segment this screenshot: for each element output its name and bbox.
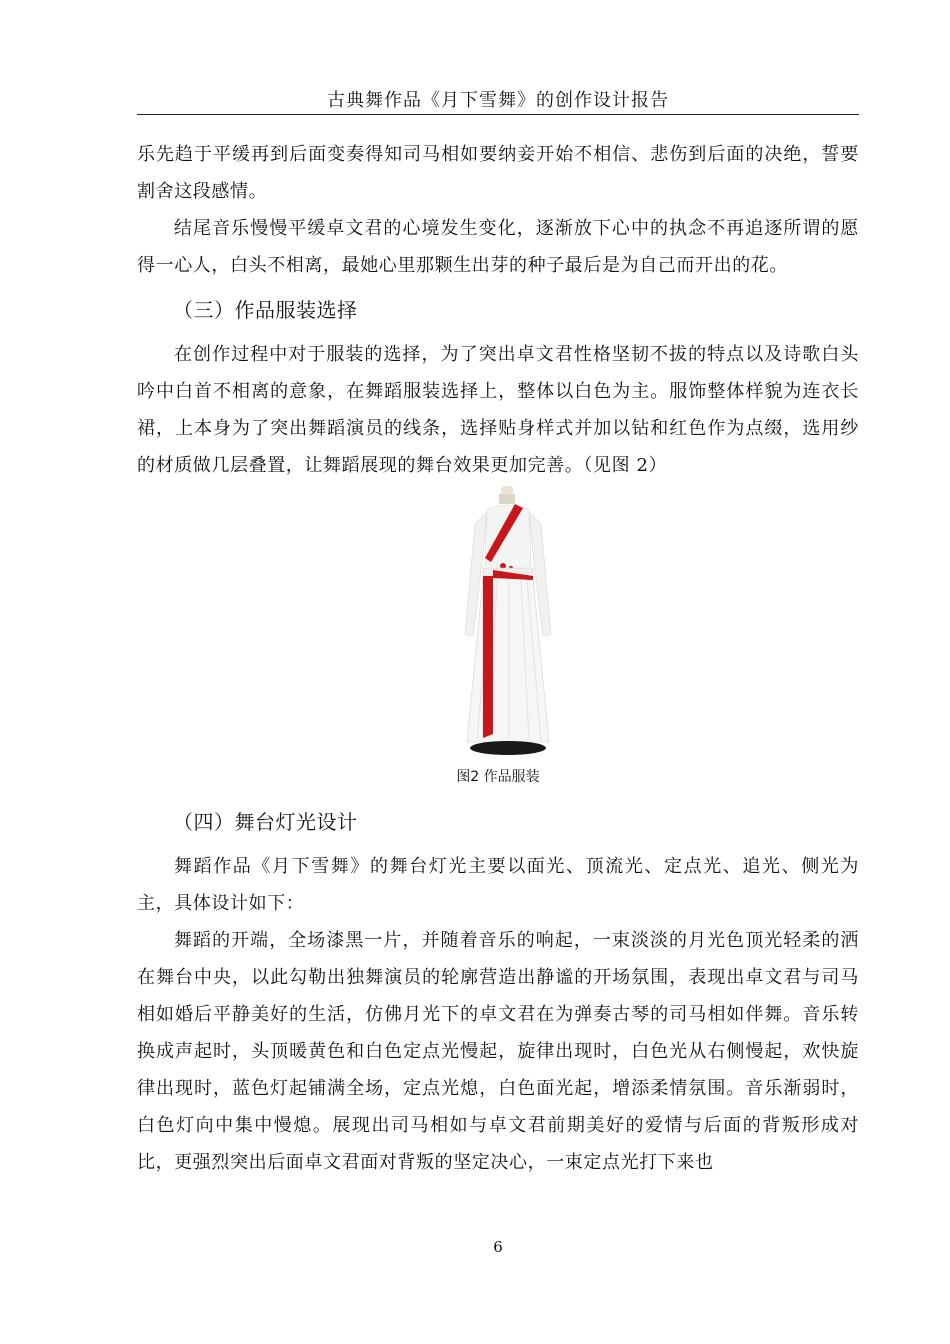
paragraph-costume: 在创作过程中对于服装的选择，为了突出卓文君性格坚韧不拔的特点以及诗歌白头吟中白首不相离的意象，在舞蹈服装选择上，整体以白色为主。服饰整体样貌为连衣长裙，上本身为了突出舞蹈演员的线条，选择贴身样式并加以钻和红色作为点缀，选用纱的材质做几层叠置，让舞蹈展现的舞台效果更加完善。（见图 2） [137, 344, 859, 476]
costume-figure [453, 484, 563, 756]
running-header: 古典舞作品《月下雪舞》的创作设计报告 [327, 90, 669, 111]
paragraph-continued: 乐先趋于平缓再到后面变奏得知司马相如要纳妾开始不相信、悲伤到后面的决绝，誓要割舍这段感情。 [137, 144, 859, 202]
paragraph-lighting-detail: 舞蹈的开端，全场漆黑一片，并随着音乐的响起，一束淡淡的月光色顶光轻柔的洒在舞台中央，以此勾勒出独舞演员的轮廓营造出静谧的开场氛围，表现出卓文君与司马相如婚后平静美好的生活，仿佛月光下的卓文君在为弹奏古琴的司马相如伴舞。音乐转换成声起时，头顶暖黄色和白色定点光慢起，旋律出现时，白色光从右侧慢起，欢快旋律出现时，蓝色灯起铺满全场，定点光熄，白色面光起，增添柔情氛围。音乐渐弱时，白色灯向中集中慢熄。展现出司马相如与卓文君前期美好的爱情与后面的背叛形成对比，更强烈突出后面卓文君面对背叛的坚定决心，一束定点光打下来也 [137, 930, 859, 1173]
paragraph-ending-music: 结尾音乐慢慢平缓卓文君的心境发生变化，逐渐放下心中的执念不再追逐所谓的愿得一心人，白头不相离，最她心里那颗生出芽的种子最后是为自己而开出的花。 [137, 218, 859, 276]
white-dress-with-red-sash-image [453, 484, 563, 756]
page-number: 6 [493, 1238, 503, 1256]
section-heading-costume: （三）作品服装选择 [173, 298, 358, 322]
section-heading-lighting: （四）舞台灯光设计 [173, 810, 358, 834]
header-rule [137, 114, 859, 115]
paragraph-lighting-intro: 舞蹈作品《月下雪舞》的舞台灯光主要以面光、顶流光、定点光、追光、侧光为主，具体设计如下： [137, 856, 859, 914]
figure-caption: 图2 作品服装 [456, 769, 540, 785]
